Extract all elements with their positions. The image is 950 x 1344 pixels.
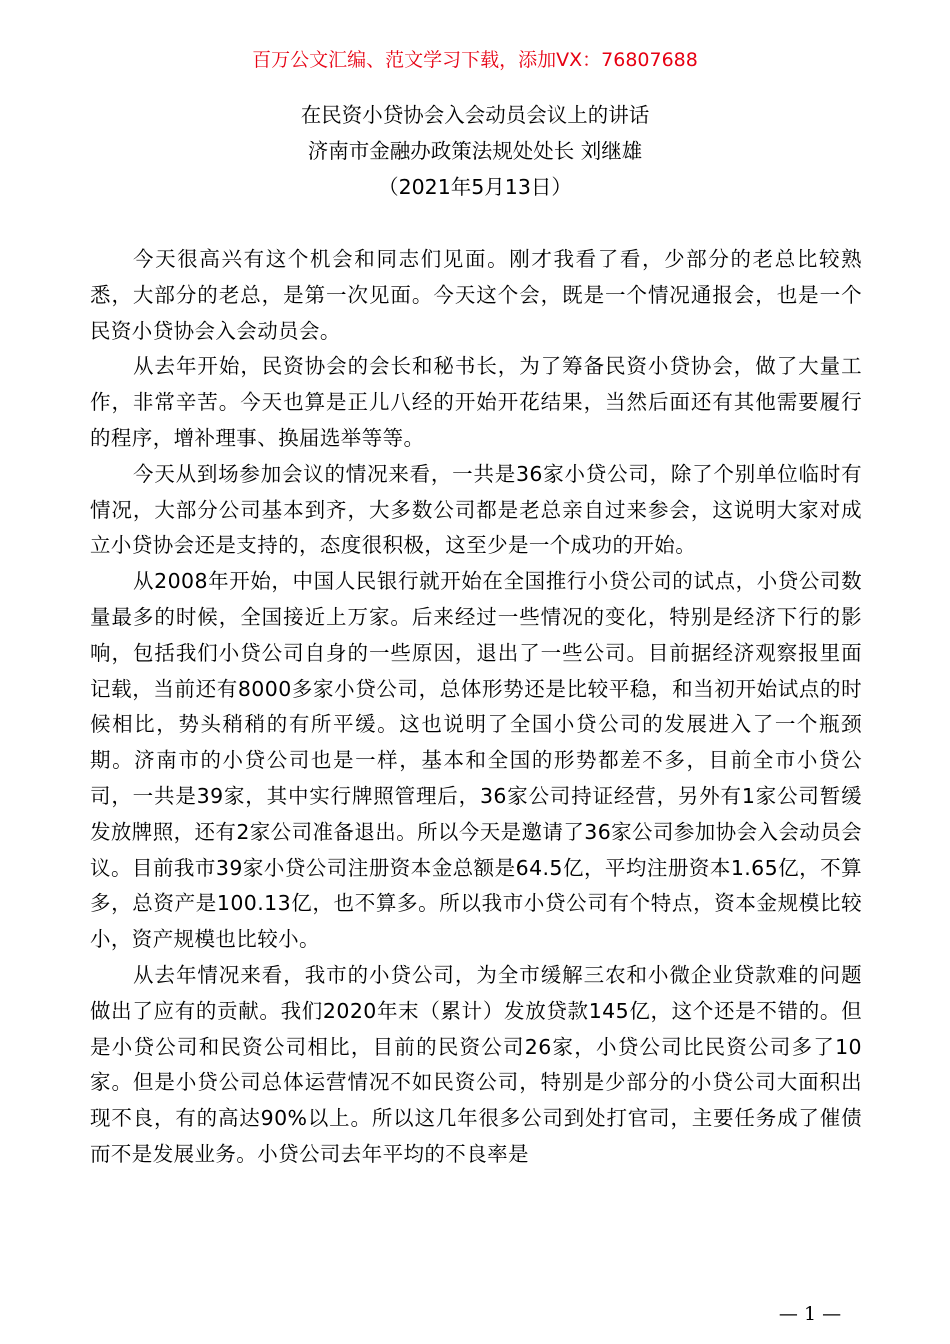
paragraph: 从去年情况来看，我市的小贷公司，为全市缓解三农和小微企业贷款难的问题做出了应有的贡献。我们2020年末（累计）发放贷款145亿，这个还是不错的。但是小贷公司和民资公司相比，目前的民资公司26家，小贷公司比民资公司多了10家。但是小贷公司总体运营情况不如民资公司，特别是少部分的小贷公司大面积出现不良，有的高达90%以上。所以这几年很多公司到处打官司，主要任务成了催债而不是发展业务。小贷公司去年平均的不良率是: [90, 962, 862, 1166]
speech-body: [90, 242, 862, 1173]
document-title: 在民资小贷协会入会动员会议上的讲话: [300, 103, 650, 127]
speaker-line: 济南市金融办政策法规处处长 刘继雄: [307, 139, 643, 163]
date-line: （2021年5月13日）: [378, 175, 572, 199]
paragraph: 从去年开始，民资协会的会长和秘书长，为了筹备民资小贷协会，做了大量工作，非常辛苦。今天也算是正儿八经的开始开花结果，当然后面还有其他需要履行的程序，增补理事、换届选举等等。: [90, 354, 862, 450]
paragraph: 从2008年开始，中国人民银行就开始在全国推行小贷公司的试点，小贷公司数量最多的时候，全国接近上万家。后来经过一些情况的变化，特别是经济下行的影响，包括我们小贷公司自身的一些原因，退出了一些公司。目前据经济观察报里面记载，当前还有8000多家小贷公司，总体形势还是比较平稳，和当初开始试点的时候相比，势头稍稍的有所平缓。这也说明了全国小贷公司的发展进入了一个瓶颈期。济南市的小贷公司也是一样，基本和全国的形势都差不多，目前全市小贷公司，一共是39家，其中实行牌照管理后，36家公司持证经营，另外有1家公司暂缓发放牌照，还有2家公司准备退出。所以今天是邀请了36家公司参加协会入会动员会议。目前我市39家小贷公司注册资本金总额是64.5亿，平均注册资本1.65亿，不算多，总资产是100.13亿，也不算多。所以我市小贷公司有个特点，资本金规模比较小，资产规模也比较小。: [90, 569, 862, 952]
header-banner: 百万公文汇编、范文学习下载，添加VX：76807688: [252, 49, 698, 71]
paragraph: 今天从到场参加会议的情况来看，一共是36家小贷公司，除了个别单位临时有情况，大部分公司基本到齐，大多数公司都是老总亲自过来参会，这说明大家对成立小贷协会还是支持的，态度很积极，这至少是一个成功的开始。: [90, 461, 862, 558]
page-number: — 1 —: [778, 1303, 842, 1325]
paragraph: 今天很高兴有这个机会和同志们见面。刚才我看了看，少部分的老总比较熟悉，大部分的老总，是第一次见面。今天这个会，既是一个情况通报会，也是一个民资小贷协会入会动员会。: [90, 247, 862, 343]
